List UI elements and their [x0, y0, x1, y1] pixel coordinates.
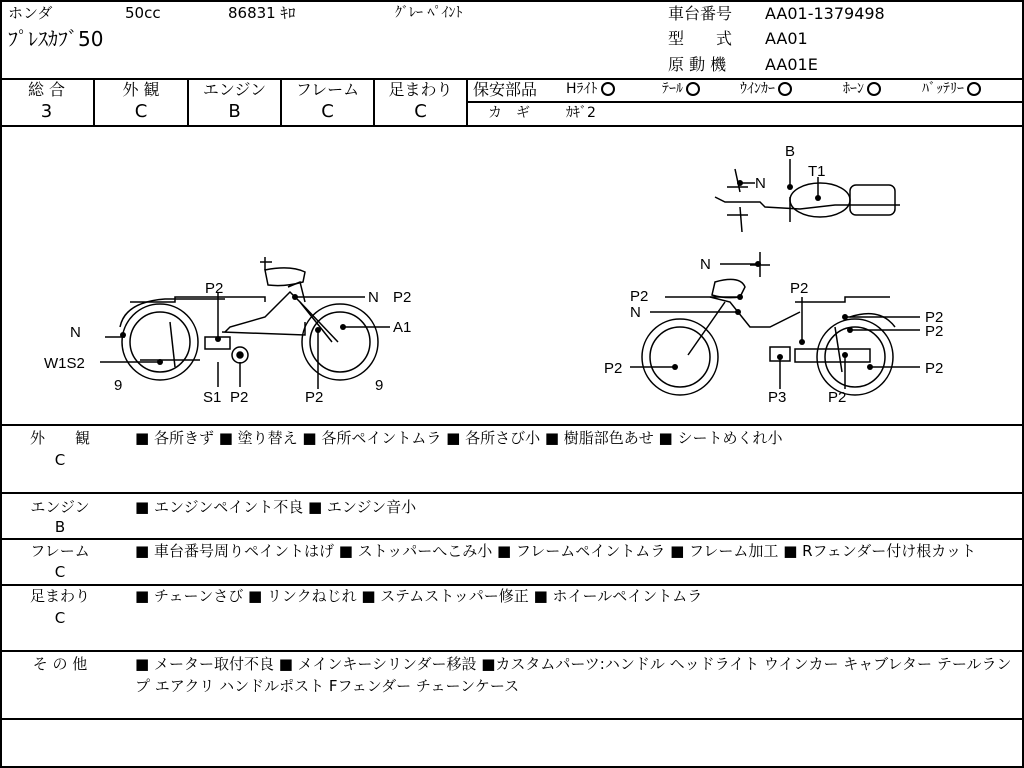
- safety-item-battery: [922, 82, 981, 96]
- ok-circle-icon: [867, 82, 881, 96]
- frame-label: フレーム: [295, 80, 360, 99]
- diagram-labels: [44, 143, 943, 406]
- note-label: エンジン: [30, 498, 90, 516]
- safety-item-tail: [662, 82, 700, 96]
- label-p3: P3: [768, 389, 787, 406]
- note-label: 外 観: [29, 429, 90, 447]
- note-grade: C: [54, 609, 66, 627]
- ok-circle-icon: [601, 82, 615, 96]
- maker: ホンダ: [8, 4, 53, 22]
- safety-item-headlight: [566, 82, 615, 96]
- label-w1s2: W1S2: [44, 355, 85, 372]
- label-p2: P2: [925, 360, 944, 377]
- label-p2: P2: [925, 323, 944, 340]
- exterior-label: 外 観: [122, 80, 160, 99]
- type-label: 型 式: [668, 29, 733, 48]
- engine-grade-label: エンジン: [202, 80, 267, 99]
- note-text: ■ 各所きず ■ 塗り替え ■ 各所ペイントムラ ■ 各所さび小 ■ 樹脂部色あせ ■ シートめくれ小: [135, 429, 783, 447]
- label-9: 9: [114, 377, 123, 394]
- suspension-score: C: [414, 101, 427, 122]
- label-s1: S1: [203, 389, 222, 406]
- note-grade: C: [54, 451, 66, 469]
- note-label: そ の 他: [32, 655, 88, 673]
- safety-item-label: ﾊﾞｯﾃﾘｰ: [922, 81, 964, 97]
- label-n: N: [700, 256, 711, 273]
- label-a1: A1: [393, 319, 412, 336]
- note-text: ■ チェーンさび ■ リンクねじれ ■ ステムストッパー修正 ■ ホイールペイントムラ: [135, 587, 703, 605]
- frame-score: C: [321, 101, 334, 122]
- label-p2: P2: [790, 280, 809, 297]
- bike-right-side: [642, 252, 895, 395]
- divider: [0, 718, 1022, 720]
- note-text: ■ メーター取付不良 ■ メインキーシリンダー移設 ■カスタムパーツ:ハンドル ヘッドライト ウインカー キャブレター テールランプ エアクリ ハンドルポスト Fフェンダー チェーンケース: [135, 655, 1012, 695]
- type-value: AA01: [765, 29, 808, 48]
- safety-item-winker: [740, 82, 792, 96]
- leader-lines: [100, 159, 920, 389]
- label-t1: T1: [808, 163, 826, 180]
- divider: [0, 650, 1022, 652]
- divider: [466, 78, 468, 126]
- label-p2: P2: [925, 309, 944, 326]
- label-p2: P2: [604, 360, 623, 377]
- engine-model: AA01E: [765, 55, 818, 74]
- engine-score: B: [228, 101, 241, 122]
- ok-circle-icon: [686, 82, 700, 96]
- note-text: ■ 車台番号周りペイントはげ ■ ストッパーへこみ小 ■ フレームペイントムラ ■ フレーム加工 ■ Rフェンダー付け根カット: [135, 542, 977, 560]
- model-name: ﾌﾟﾚｽｶﾌﾞ50: [8, 27, 104, 51]
- divider: [468, 101, 1022, 103]
- safety-item-label: Hﾗｲﾄ: [566, 81, 598, 97]
- note-label: 足まわり: [29, 587, 90, 605]
- frame-no-label: 車台番号: [668, 4, 733, 23]
- note-grade: C: [54, 563, 66, 581]
- label-b: B: [785, 143, 796, 160]
- mileage: 86831 ｷﾛ: [228, 4, 296, 22]
- ok-circle-icon: [778, 82, 792, 96]
- label-p2: P2: [230, 389, 249, 406]
- safety-item-horn: [843, 82, 881, 96]
- label-n: N: [368, 289, 379, 306]
- key-label: カ ギ: [488, 105, 530, 121]
- damage-diagram: [0, 127, 1022, 423]
- label-n: N: [630, 304, 641, 321]
- suspension-label: 足まわり: [388, 80, 453, 99]
- note-label: フレーム: [30, 542, 90, 560]
- key-value: ｶｷﾞ2: [566, 105, 596, 121]
- label-p2: P2: [305, 389, 324, 406]
- label-p2: P2: [205, 280, 224, 297]
- label-n: N: [70, 324, 81, 341]
- color: ｸﾞﾚｰ ﾍﾟｲﾝﾄ: [395, 5, 463, 21]
- safety-item-label: ﾎｰﾝ: [843, 81, 864, 97]
- safety-item-label: ｳｲﾝｶｰ: [740, 81, 775, 97]
- note-text: ■ エンジンペイント不良 ■ エンジン音小: [135, 498, 417, 516]
- label-p2: P2: [828, 389, 847, 406]
- ok-circle-icon: [967, 82, 981, 96]
- safety-label: 保安部品: [473, 80, 538, 99]
- note-grade: B: [54, 518, 66, 536]
- divider: [0, 424, 1022, 426]
- divider: [0, 492, 1022, 494]
- overall-label: 総 合: [27, 80, 66, 99]
- label-9: 9: [375, 377, 384, 394]
- label-n: N: [755, 175, 766, 192]
- frame-no: AA01-1379498: [765, 4, 885, 23]
- label-p2: P2: [630, 288, 649, 305]
- label-p2: P2: [393, 289, 412, 306]
- displacement: 50cc: [125, 4, 161, 22]
- engine-label: 原 動 機: [668, 55, 727, 74]
- safety-item-label: ﾃｰﾙ: [662, 81, 683, 97]
- exterior-score: C: [134, 101, 148, 122]
- overall-score: 3: [40, 101, 53, 122]
